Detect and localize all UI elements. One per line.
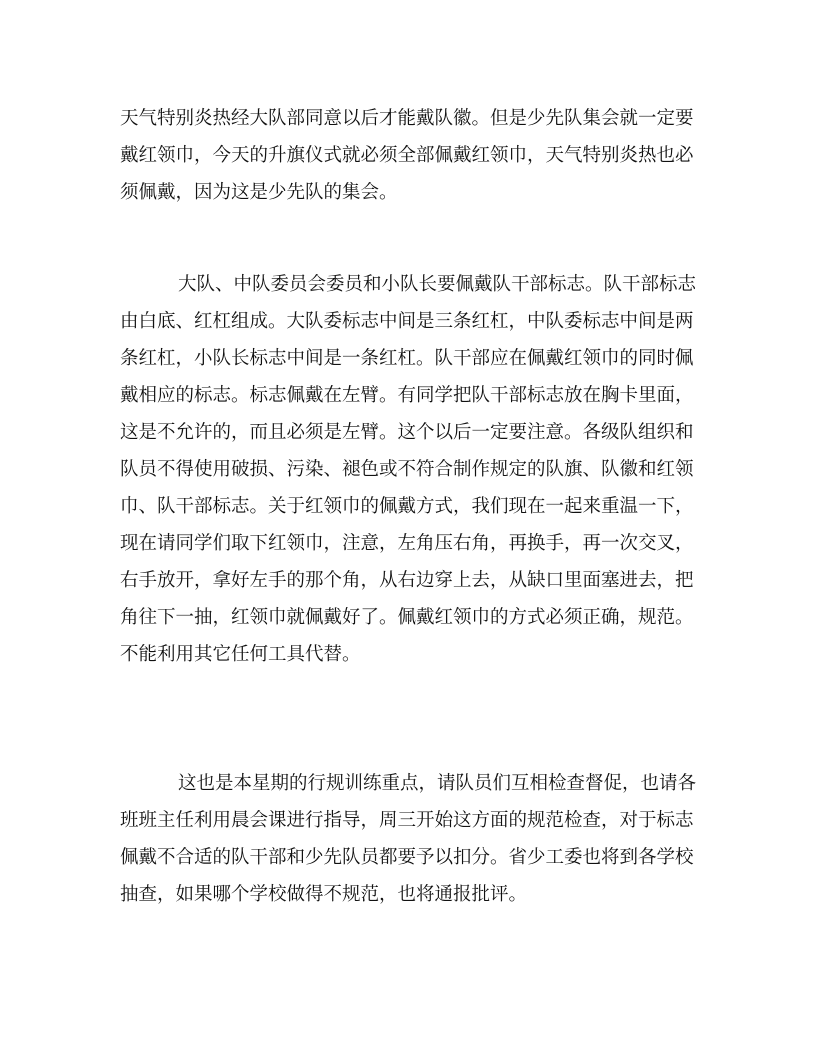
text-line: 抽查，如果哪个学校做得不规范，也将通报批评。 bbox=[120, 884, 528, 905]
text-line: 由白底、红杠组成。大队委标志中间是三条红杠，中队委标志中间是两 bbox=[120, 311, 694, 332]
paragraph-1 bbox=[120, 100, 700, 211]
text-line: 队员不得使用破损、污染、褪色或不符合制作规定的队旗、队徽和红领 bbox=[120, 459, 694, 480]
text-line: 天气特别炎热经大队部同意以后才能戴队徽。但是少先队集会就一定要 bbox=[120, 108, 694, 129]
paragraph-3 bbox=[120, 765, 700, 913]
text-line: 条红杠，小队长标志中间是一条红杠。队干部应在佩戴红领巾的同时佩 bbox=[120, 348, 694, 369]
text-line: 巾、队干部标志。关于红领巾的佩戴方式，我们现在一起来重温一下， bbox=[120, 496, 694, 517]
text-line: 须佩戴，因为这是少先队的集会。 bbox=[120, 182, 398, 203]
text-line: 角往下一抽，红领巾就佩戴好了。佩戴红领巾的方式必须正确，规范。 bbox=[120, 607, 694, 628]
text-line: 现在请同学们取下红领巾，注意，左角压右角，再换手，再一次交叉， bbox=[120, 533, 694, 554]
text-line: 班班主任利用晨会课进行指导，周三开始这方面的规范检查，对于标志 bbox=[120, 810, 694, 831]
text-line: 大队、中队委员会委员和小队长要佩戴队干部标志。队干部标志 bbox=[178, 274, 697, 295]
paragraph-2 bbox=[120, 266, 700, 673]
text-line: 戴相应的标志。标志佩戴在左臂。有同学把队干部标志放在胸卡里面， bbox=[120, 385, 694, 406]
text-line: 不能利用其它任何工具代替。 bbox=[120, 644, 361, 665]
text-line: 戴红领巾，今天的升旗仪式就必须全部佩戴红领巾，天气特别炎热也必 bbox=[120, 145, 694, 166]
text-line: 这也是本星期的行规训练重点，请队员们互相检查督促，也请各 bbox=[178, 773, 697, 794]
text-line: 这是不允许的，而且必须是左臂。这个以后一定要注意。各级队组织和 bbox=[120, 422, 694, 443]
text-line: 佩戴不合适的队干部和少先队员都要予以扣分。省少工委也将到各学校 bbox=[120, 847, 694, 868]
text-line: 右手放开，拿好左手的那个角，从右边穿上去，从缺口里面塞进去，把 bbox=[120, 570, 694, 591]
